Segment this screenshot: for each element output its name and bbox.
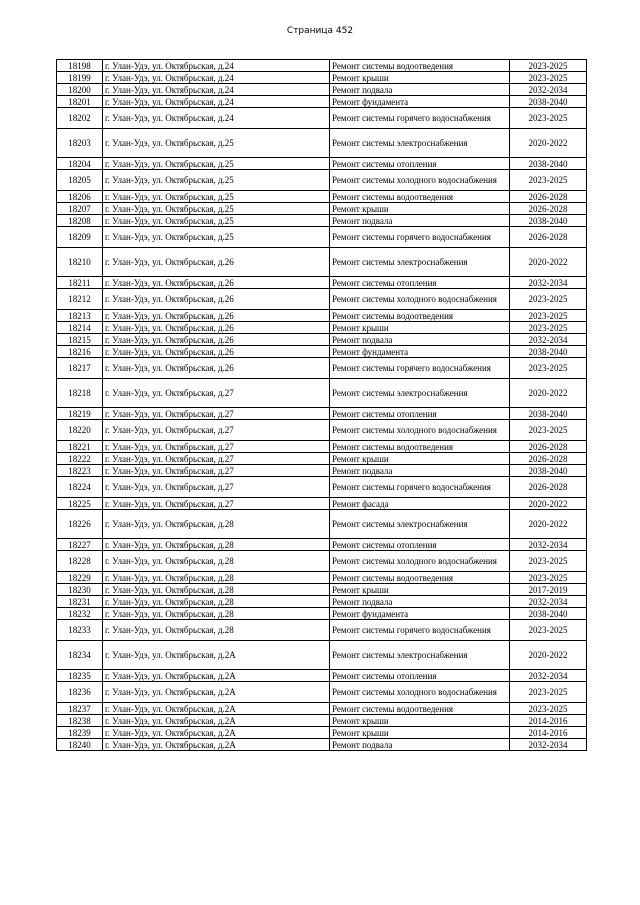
table-row [57, 203, 587, 215]
row-number-cell: 18206 [57, 191, 103, 203]
table-row [57, 596, 587, 608]
row-number-cell: 18200 [57, 84, 103, 96]
address-cell: г. Улан-Удэ, ул. Октябрьская, д.28 [103, 584, 330, 596]
period-cell: 2032-2034 [510, 539, 587, 551]
address-cell: г. Улан-Удэ, ул. Октябрьская, д.28 [103, 608, 330, 620]
address-cell: г. Улан-Удэ, ул. Октябрьская, д.28 [103, 620, 330, 641]
work-type-cell: Ремонт системы холодного водоснабжения [330, 420, 510, 441]
address-cell: г. Улан-Удэ, ул. Октябрьская, д.28 [103, 510, 330, 539]
row-number-cell: 18237 [57, 703, 103, 715]
address-cell: г. Улан-Удэ, ул. Октябрьская, д.2А [103, 703, 330, 715]
table-row [57, 227, 587, 248]
table-row [57, 289, 587, 310]
table-row [57, 715, 587, 727]
address-cell: г. Улан-Удэ, ул. Октябрьская, д.26 [103, 289, 330, 310]
table-row [57, 498, 587, 510]
row-number-cell: 18211 [57, 277, 103, 289]
row-number-cell: 18204 [57, 158, 103, 170]
row-number-cell: 18208 [57, 215, 103, 227]
work-type-cell: Ремонт системы горячего водоснабжения [330, 108, 510, 129]
work-type-cell: Ремонт подвала [330, 739, 510, 751]
period-cell: 2023-2025 [510, 72, 587, 84]
period-cell: 2020-2022 [510, 641, 587, 670]
row-number-cell: 18213 [57, 310, 103, 322]
table-row [57, 441, 587, 453]
period-cell: 2026-2028 [510, 453, 587, 465]
address-cell: г. Улан-Удэ, ул. Октябрьская, д.27 [103, 453, 330, 465]
period-cell: 2020-2022 [510, 248, 587, 277]
work-type-cell: Ремонт крыши [330, 203, 510, 215]
work-type-cell: Ремонт подвала [330, 334, 510, 346]
period-cell: 2023-2025 [510, 310, 587, 322]
period-cell: 2026-2028 [510, 477, 587, 498]
period-cell: 2023-2025 [510, 289, 587, 310]
table-row [57, 584, 587, 596]
table-row [57, 682, 587, 703]
work-type-cell: Ремонт системы отопления [330, 670, 510, 682]
work-type-cell: Ремонт системы отопления [330, 158, 510, 170]
row-number-cell: 18212 [57, 289, 103, 310]
address-cell: г. Улан-Удэ, ул. Октябрьская, д.24 [103, 96, 330, 108]
work-type-cell: Ремонт системы водоотведения [330, 191, 510, 203]
table-row [57, 334, 587, 346]
row-number-cell: 18199 [57, 72, 103, 84]
address-cell: г. Улан-Удэ, ул. Октябрьская, д.26 [103, 277, 330, 289]
address-cell: г. Улан-Удэ, ул. Октябрьская, д.26 [103, 358, 330, 379]
period-cell: 2032-2034 [510, 739, 587, 751]
work-type-cell: Ремонт системы водоотведения [330, 60, 510, 72]
address-cell: г. Улан-Удэ, ул. Октябрьская, д.2А [103, 715, 330, 727]
work-type-cell: Ремонт подвала [330, 596, 510, 608]
table-row [57, 158, 587, 170]
table-row [57, 608, 587, 620]
period-cell: 2023-2025 [510, 551, 587, 572]
table-row [57, 379, 587, 408]
table-row [57, 108, 587, 129]
work-type-cell: Ремонт системы холодного водоснабжения [330, 551, 510, 572]
work-type-cell: Ремонт системы холодного водоснабжения [330, 170, 510, 191]
table-row [57, 572, 587, 584]
period-cell: 2038-2040 [510, 608, 587, 620]
work-type-cell: Ремонт крыши [330, 453, 510, 465]
row-number-cell: 18205 [57, 170, 103, 191]
row-number-cell: 18217 [57, 358, 103, 379]
address-cell: г. Улан-Удэ, ул. Октябрьская, д.25 [103, 203, 330, 215]
work-type-cell: Ремонт системы горячего водоснабжения [330, 358, 510, 379]
table-row [57, 408, 587, 420]
period-cell: 2023-2025 [510, 420, 587, 441]
address-cell: г. Улан-Удэ, ул. Октябрьская, д.27 [103, 408, 330, 420]
period-cell: 2023-2025 [510, 703, 587, 715]
table-row [57, 170, 587, 191]
address-cell: г. Улан-Удэ, ул. Октябрьская, д.25 [103, 129, 330, 158]
table-row [57, 703, 587, 715]
row-number-cell: 18231 [57, 596, 103, 608]
period-cell: 2017-2019 [510, 584, 587, 596]
table-row [57, 670, 587, 682]
table-row [57, 215, 587, 227]
row-number-cell: 18201 [57, 96, 103, 108]
work-type-cell: Ремонт системы горячего водоснабжения [330, 477, 510, 498]
address-cell: г. Улан-Удэ, ул. Октябрьская, д.27 [103, 477, 330, 498]
work-type-cell: Ремонт системы горячего водоснабжения [330, 620, 510, 641]
table-row [57, 727, 587, 739]
period-cell: 2026-2028 [510, 191, 587, 203]
address-cell: г. Улан-Удэ, ул. Октябрьская, д.27 [103, 465, 330, 477]
address-cell: г. Улан-Удэ, ул. Октябрьская, д.28 [103, 551, 330, 572]
table-row [57, 191, 587, 203]
row-number-cell: 18216 [57, 346, 103, 358]
period-cell: 2038-2040 [510, 158, 587, 170]
row-number-cell: 18222 [57, 453, 103, 465]
row-number-cell: 18209 [57, 227, 103, 248]
work-type-cell: Ремонт крыши [330, 72, 510, 84]
table-row [57, 60, 587, 72]
row-number-cell: 18229 [57, 572, 103, 584]
work-type-cell: Ремонт крыши [330, 584, 510, 596]
period-cell: 2032-2034 [510, 670, 587, 682]
work-type-cell: Ремонт системы электроснабжения [330, 510, 510, 539]
table-row [57, 322, 587, 334]
table-row [57, 477, 587, 498]
row-number-cell: 18227 [57, 539, 103, 551]
row-number-cell: 18215 [57, 334, 103, 346]
table-row [57, 96, 587, 108]
period-cell: 2023-2025 [510, 682, 587, 703]
page-header: Страница 452 [286, 26, 354, 36]
address-cell: г. Улан-Удэ, ул. Октябрьская, д.24 [103, 72, 330, 84]
row-number-cell: 18230 [57, 584, 103, 596]
work-type-cell: Ремонт системы электроснабжения [330, 641, 510, 670]
table-row [57, 84, 587, 96]
row-number-cell: 18233 [57, 620, 103, 641]
address-cell: г. Улан-Удэ, ул. Октябрьская, д.25 [103, 215, 330, 227]
address-cell: г. Улан-Удэ, ул. Октябрьская, д.26 [103, 346, 330, 358]
table-row [57, 620, 587, 641]
row-number-cell: 18223 [57, 465, 103, 477]
address-cell: г. Улан-Удэ, ул. Октябрьская, д.26 [103, 334, 330, 346]
table-row [57, 358, 587, 379]
period-cell: 2014-2016 [510, 715, 587, 727]
table-row [57, 551, 587, 572]
row-number-cell: 18219 [57, 408, 103, 420]
work-type-cell: Ремонт крыши [330, 322, 510, 334]
work-type-cell: Ремонт системы холодного водоснабжения [330, 682, 510, 703]
table-row [57, 346, 587, 358]
work-type-cell: Ремонт системы водоотведения [330, 441, 510, 453]
table-row [57, 72, 587, 84]
address-cell: г. Улан-Удэ, ул. Октябрьская, д.25 [103, 191, 330, 203]
address-cell: г. Улан-Удэ, ул. Октябрьская, д.25 [103, 170, 330, 191]
address-cell: г. Улан-Удэ, ул. Октябрьская, д.27 [103, 379, 330, 408]
table-row [57, 641, 587, 670]
period-cell: 2038-2040 [510, 96, 587, 108]
row-number-cell: 18207 [57, 203, 103, 215]
address-cell: г. Улан-Удэ, ул. Октябрьская, д.28 [103, 572, 330, 584]
work-type-cell: Ремонт системы водоотведения [330, 310, 510, 322]
period-cell: 2020-2022 [510, 498, 587, 510]
table-row [57, 420, 587, 441]
period-cell: 2020-2022 [510, 379, 587, 408]
work-type-cell: Ремонт подвала [330, 84, 510, 96]
row-number-cell: 18235 [57, 670, 103, 682]
work-type-cell: Ремонт подвала [330, 465, 510, 477]
table-row [57, 739, 587, 751]
row-number-cell: 18225 [57, 498, 103, 510]
row-number-cell: 18232 [57, 608, 103, 620]
period-cell: 2023-2025 [510, 170, 587, 191]
table-row [57, 277, 587, 289]
row-number-cell: 18228 [57, 551, 103, 572]
work-type-cell: Ремонт системы электроснабжения [330, 248, 510, 277]
row-number-cell: 18220 [57, 420, 103, 441]
table-row [57, 465, 587, 477]
work-type-cell: Ремонт крыши [330, 715, 510, 727]
period-cell: 2023-2025 [510, 60, 587, 72]
work-type-cell: Ремонт фундамента [330, 96, 510, 108]
period-cell: 2038-2040 [510, 465, 587, 477]
address-cell: г. Улан-Удэ, ул. Октябрьская, д.28 [103, 596, 330, 608]
row-number-cell: 18238 [57, 715, 103, 727]
period-cell: 2020-2022 [510, 129, 587, 158]
period-cell: 2026-2028 [510, 441, 587, 453]
row-number-cell: 18221 [57, 441, 103, 453]
period-cell: 2026-2028 [510, 227, 587, 248]
work-type-cell: Ремонт системы водоотведения [330, 703, 510, 715]
work-type-cell: Ремонт системы отопления [330, 277, 510, 289]
work-type-cell: Ремонт фасада [330, 498, 510, 510]
address-cell: г. Улан-Удэ, ул. Октябрьская, д.24 [103, 108, 330, 129]
address-cell: г. Улан-Удэ, ул. Октябрьская, д.26 [103, 248, 330, 277]
period-cell: 2038-2040 [510, 346, 587, 358]
address-cell: г. Улан-Удэ, ул. Октябрьская, д.27 [103, 420, 330, 441]
period-cell: 2032-2034 [510, 277, 587, 289]
address-cell: г. Улан-Удэ, ул. Октябрьская, д.2А [103, 641, 330, 670]
period-cell: 2014-2016 [510, 727, 587, 739]
table-row [57, 510, 587, 539]
table-row [57, 310, 587, 322]
period-cell: 2032-2034 [510, 596, 587, 608]
table-row [57, 539, 587, 551]
work-type-cell: Ремонт системы водоотведения [330, 572, 510, 584]
work-type-cell: Ремонт фундамента [330, 608, 510, 620]
address-cell: г. Улан-Удэ, ул. Октябрьская, д.27 [103, 441, 330, 453]
row-number-cell: 18203 [57, 129, 103, 158]
table-row [57, 129, 587, 158]
work-type-cell: Ремонт системы электроснабжения [330, 379, 510, 408]
repair-schedule-table [56, 59, 587, 751]
table-row [57, 248, 587, 277]
period-cell: 2020-2022 [510, 510, 587, 539]
period-cell: 2023-2025 [510, 620, 587, 641]
address-cell: г. Улан-Удэ, ул. Октябрьская, д.2А [103, 727, 330, 739]
table-row [57, 453, 587, 465]
row-number-cell: 18214 [57, 322, 103, 334]
address-cell: г. Улан-Удэ, ул. Октябрьская, д.2А [103, 682, 330, 703]
address-cell: г. Улан-Удэ, ул. Октябрьская, д.27 [103, 498, 330, 510]
row-number-cell: 18234 [57, 641, 103, 670]
address-cell: г. Улан-Удэ, ул. Октябрьская, д.26 [103, 310, 330, 322]
row-number-cell: 18198 [57, 60, 103, 72]
work-type-cell: Ремонт системы холодного водоснабжения [330, 289, 510, 310]
work-type-cell: Ремонт системы отопления [330, 408, 510, 420]
work-type-cell: Ремонт системы горячего водоснабжения [330, 227, 510, 248]
period-cell: 2023-2025 [510, 108, 587, 129]
row-number-cell: 18239 [57, 727, 103, 739]
period-cell: 2032-2034 [510, 334, 587, 346]
work-type-cell: Ремонт фундамента [330, 346, 510, 358]
period-cell: 2032-2034 [510, 84, 587, 96]
address-cell: г. Улан-Удэ, ул. Октябрьская, д.26 [103, 322, 330, 334]
work-type-cell: Ремонт подвала [330, 215, 510, 227]
work-type-cell: Ремонт системы отопления [330, 539, 510, 551]
address-cell: г. Улан-Удэ, ул. Октябрьская, д.2А [103, 739, 330, 751]
row-number-cell: 18202 [57, 108, 103, 129]
row-number-cell: 18218 [57, 379, 103, 408]
row-number-cell: 18236 [57, 682, 103, 703]
address-cell: г. Улан-Удэ, ул. Октябрьская, д.25 [103, 158, 330, 170]
period-cell: 2023-2025 [510, 358, 587, 379]
work-type-cell: Ремонт системы электроснабжения [330, 129, 510, 158]
address-cell: г. Улан-Удэ, ул. Октябрьская, д.25 [103, 227, 330, 248]
table-body [57, 60, 587, 751]
work-type-cell: Ремонт крыши [330, 727, 510, 739]
period-cell: 2023-2025 [510, 322, 587, 334]
period-cell: 2026-2028 [510, 203, 587, 215]
address-cell: г. Улан-Удэ, ул. Октябрьская, д.28 [103, 539, 330, 551]
row-number-cell: 18224 [57, 477, 103, 498]
row-number-cell: 18226 [57, 510, 103, 539]
address-cell: г. Улан-Удэ, ул. Октябрьская, д.2А [103, 670, 330, 682]
row-number-cell: 18210 [57, 248, 103, 277]
period-cell: 2038-2040 [510, 215, 587, 227]
period-cell: 2038-2040 [510, 408, 587, 420]
row-number-cell: 18240 [57, 739, 103, 751]
period-cell: 2023-2025 [510, 572, 587, 584]
address-cell: г. Улан-Удэ, ул. Октябрьская, д.24 [103, 60, 330, 72]
address-cell: г. Улан-Удэ, ул. Октябрьская, д.24 [103, 84, 330, 96]
